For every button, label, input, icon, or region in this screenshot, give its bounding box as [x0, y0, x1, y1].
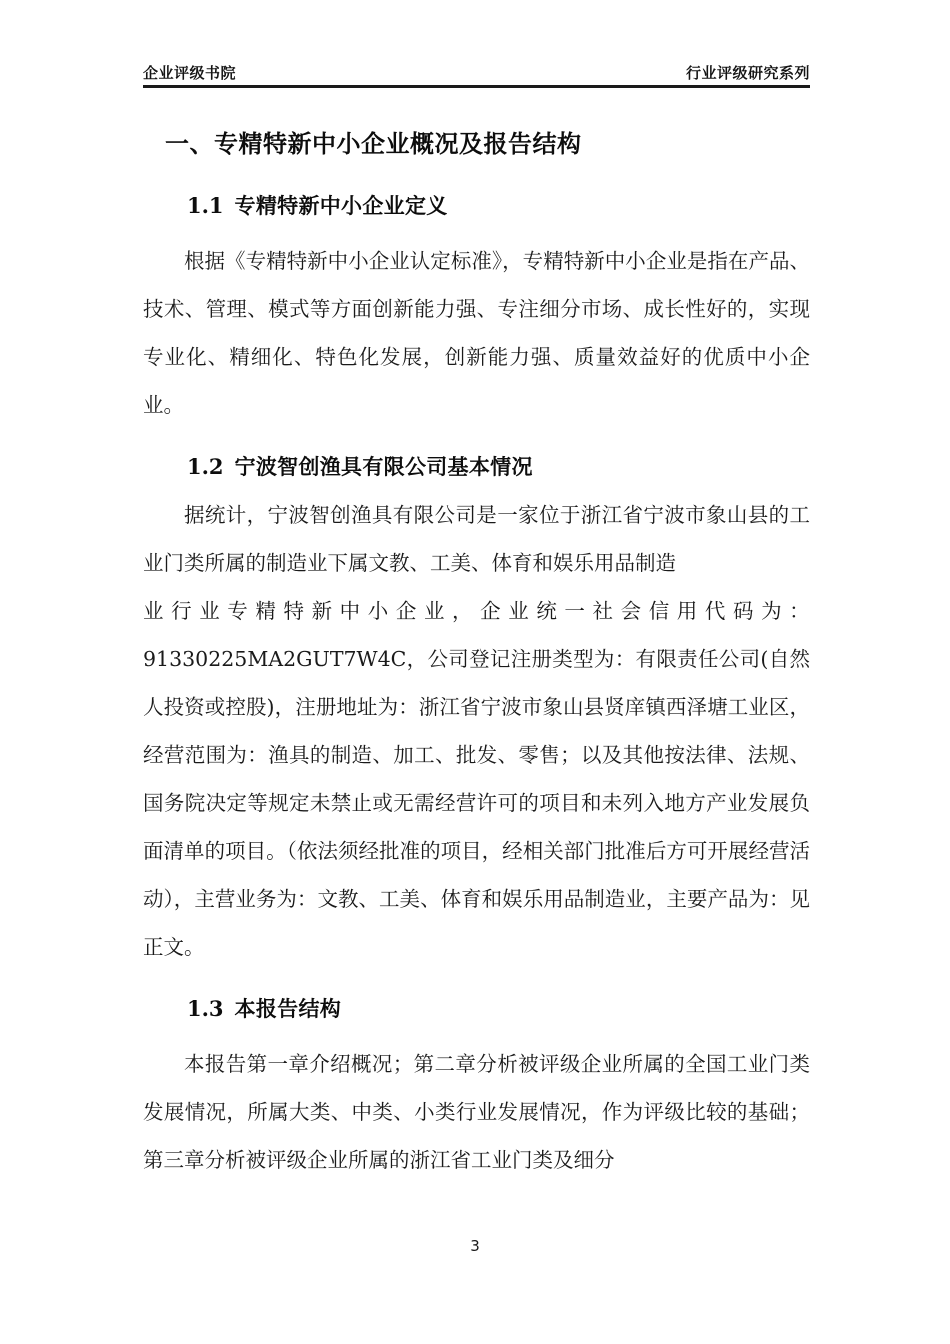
page-footer	[0, 1236, 950, 1255]
justified-glyph: 社	[592, 599, 613, 623]
justified-glyph: 业	[423, 599, 445, 623]
page-header	[143, 64, 810, 88]
justified-glyph: 业	[199, 599, 220, 623]
justified-glyph: 代	[704, 599, 726, 623]
subsection-heading-1-3	[143, 971, 810, 1034]
justified-glyph: 企	[480, 599, 501, 623]
justified-glyph: ：	[789, 599, 810, 623]
company-profile-lead: 据统计，宁波智创渔具有限公司是一家位于浙江省宁波市象山县的工业门类所属的制造业下属文教、工美、体育和娱乐用品制造	[143, 503, 810, 575]
justified-glyph: 业	[143, 599, 164, 623]
company-profile-detail: 91330225MA2GUT7W4C，公司登记注册类型为：有限责任公司(自然人投资或控股)，注册地址为：浙江省宁波市象山县贤庠镇西泽塘工业区，经营范围为：渔具的制造、加工、批发、零售；以及其他按法律、法规、国务院决定等规定未禁止或无需经营许可的项目和未列入地方产业发展负面清单的项目。（依法须经批准的项目，经相关部门批准后方可开展经营活动），主营业务为：文教、工美、体育和娱乐用品制造业，主要产品为：见正文。	[143, 647, 810, 959]
justified-glyph: 新	[311, 599, 333, 623]
subsection-heading-1-2	[143, 429, 810, 492]
justified-glyph: 特	[283, 599, 304, 623]
justified-glyph: 精	[255, 599, 276, 623]
page-number: 3	[470, 1237, 480, 1255]
document-content	[143, 112, 810, 1184]
justified-glyph: 小	[367, 599, 389, 623]
justified-glyph: 行	[171, 599, 192, 623]
justified-glyph: 业	[508, 599, 529, 623]
justified-glyph: 信	[648, 599, 670, 623]
justified-glyph: 中	[339, 599, 361, 623]
paragraph-definition: 根据《专精特新中小企业认定标准》，专精特新中小企业是指在产品、技术、管理、模式等方面创新能力强、专注细分市场、成长性好的，实现专业化、精细化、特色化发展，创新能力强、质量效益好的优质中小企业。	[143, 248, 810, 417]
subsection-title-1-2: 宁波智创渔具有限公司基本情况	[234, 454, 533, 479]
subsection-title-1-1: 专精特新中小企业定义	[234, 194, 448, 218]
subsection-number-1-1: 1.1	[187, 193, 224, 218]
header-left-title: 企业评级书院	[143, 64, 237, 82]
justified-glyph: 一	[564, 599, 585, 623]
subsection-number-1-3: 1.3	[187, 996, 224, 1021]
paragraph-company-profile	[143, 491, 810, 971]
paragraph-report-structure: 本报告第一章介绍概况；第二章分析被评级企业所属的全国工业门类发展情况，所属大类、中类、小类行业发展情况，作为评级比较的基础；第三章分析被评级企业所属的浙江省工业门类及细分	[143, 1051, 810, 1172]
company-profile-justified-line	[143, 587, 810, 635]
justified-glyph: 码	[732, 599, 754, 623]
subsection-number-1-2: 1.2	[187, 453, 224, 479]
justified-glyph: 用	[676, 599, 698, 623]
justified-glyph: 专	[227, 599, 248, 623]
justified-glyph: 会	[620, 599, 642, 623]
justified-glyph: 统	[536, 599, 557, 623]
subsection-title-1-3: 本报告结构	[234, 997, 342, 1021]
section-heading-1: 一、专精特新中小企业概况及报告结构	[165, 130, 582, 158]
header-right-series: 行业评级研究系列	[685, 64, 810, 82]
justified-glyph: 为	[761, 599, 782, 623]
subsection-heading-1-1	[143, 168, 810, 231]
justified-glyph: ，	[452, 599, 473, 623]
justified-glyph: 企	[395, 599, 417, 623]
